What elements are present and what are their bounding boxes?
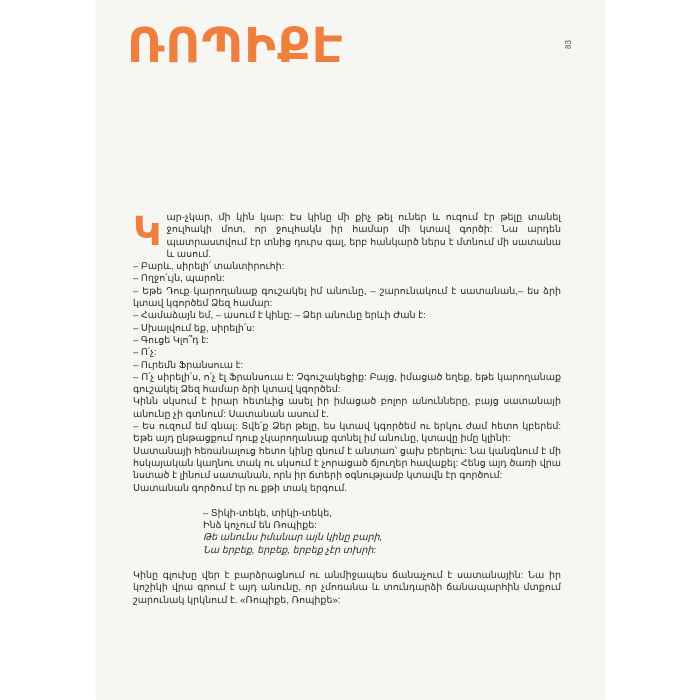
- page-number: 83: [563, 40, 573, 49]
- story-line: – Գուցե Կլո՞դ է:: [133, 334, 209, 346]
- poem-line: Նա երբեք, երբեք, երբեք չէր տխրի:: [203, 544, 377, 556]
- closing-paragraph: Կինը գլուխը վեր է բարձրացնում ու անմիջապես ճանաչում է սատանային: Նա իր կոշիկի վրա գրում է այդ անունը, որ չմոռանա և տունդարձի ճանապարհին մտքում շարունակ կրկնում է. «Ռոպիքե, Ռոպիքե»:: [133, 570, 561, 606]
- story-text: [133, 209, 561, 607]
- story-line: – Ո՛չ սիրելի՛ս, ո՛չ էլ Ֆրանսուա է: Չգուշակեցիք: Բայց, իմացած եղեք, եթե կարողանաք գուշակել Ձեզ համար ձրի կտավ կգործեմ:: [133, 371, 561, 396]
- story-line: – Ողջո՛ւյն, պարոն:: [133, 273, 225, 285]
- story-line: Կինն սկսում է իրար հետևից ասել իր իմացած բոլոր անունները, բայց սատանայի անունը չի գտնում: Սատանան ասում է.: [133, 396, 561, 420]
- story-line: Սատանան գործում էր ու քթի տակ երգում.: [133, 482, 347, 494]
- chapter-title: ՌՈՊԻՔԷ: [127, 18, 344, 74]
- book-page: [98, 0, 603, 700]
- poem: [203, 508, 561, 557]
- story-line: Սատանայի հեռանալուց հետո կինը գնում է անտառ՝ ցախ բերելու: Նա կանգնում է մի հսկայական կաղնու տակ ու սկսում է չորացած ճյուղեր հավաքել: Հենց այդ ծառի վրա նստած է լինում սատանան, որն իր ճտերի օգնությամբ կտավն էր գործում:: [133, 445, 561, 482]
- opening-paragraph: [133, 209, 561, 261]
- story-line: – Ես ուզում եմ գնալ: Տվե՛ք Ձեր թելը, ես կտավ կգործեմ ու երկու ժամ հետո կբերեմ: Եթե այդ ընթացքում դուք չկարողանաք գտնել իմ անունը, կտավը իմը կլինի:: [133, 421, 561, 445]
- story-line: – Բարև, սիրելի՛ տանտիրուհի:: [133, 261, 285, 273]
- story-line: – Եթե Դուք կարողանաք գուշակել իմ անունը, – շարունակում է սատանան,– ես ձրի կտավ կգործեմ Ձեզ համար:: [133, 285, 561, 310]
- story-line: – Համաձայն եմ, – ասում է կինը: – Ձեր անունը երևի Ժան է:: [133, 310, 426, 322]
- poem-line: Ինձ կոչում են Ռոպիքե:: [203, 520, 317, 532]
- opening-text: ար-չկար, մի կին կար: Էս կինը մի քիչ թել ուներ և ուզում էր թելը տանել ջուլհակի մոտ, որ ջուլհակն իր համար մի կտավ գործի: Նա արդեն պատրաստվում էր տնից դուրս գալ, երբ հանկարծ ներս է մտնում մի սատանա և ասում.: [166, 212, 561, 260]
- story-line: – Սխալվում եք, սիրելի՛ս:: [133, 322, 255, 334]
- drop-cap: Կ: [133, 209, 162, 255]
- story-line: – Ուրեմն Ֆրանսուա է:: [133, 359, 244, 371]
- poem-line: Թե անունս իմանար այն կինը բարի,: [203, 532, 383, 544]
- story-line: – Ո՛չ:: [133, 347, 157, 359]
- poem-line: – Տիկի-տեկե, տիկի-տեկե,: [203, 507, 332, 519]
